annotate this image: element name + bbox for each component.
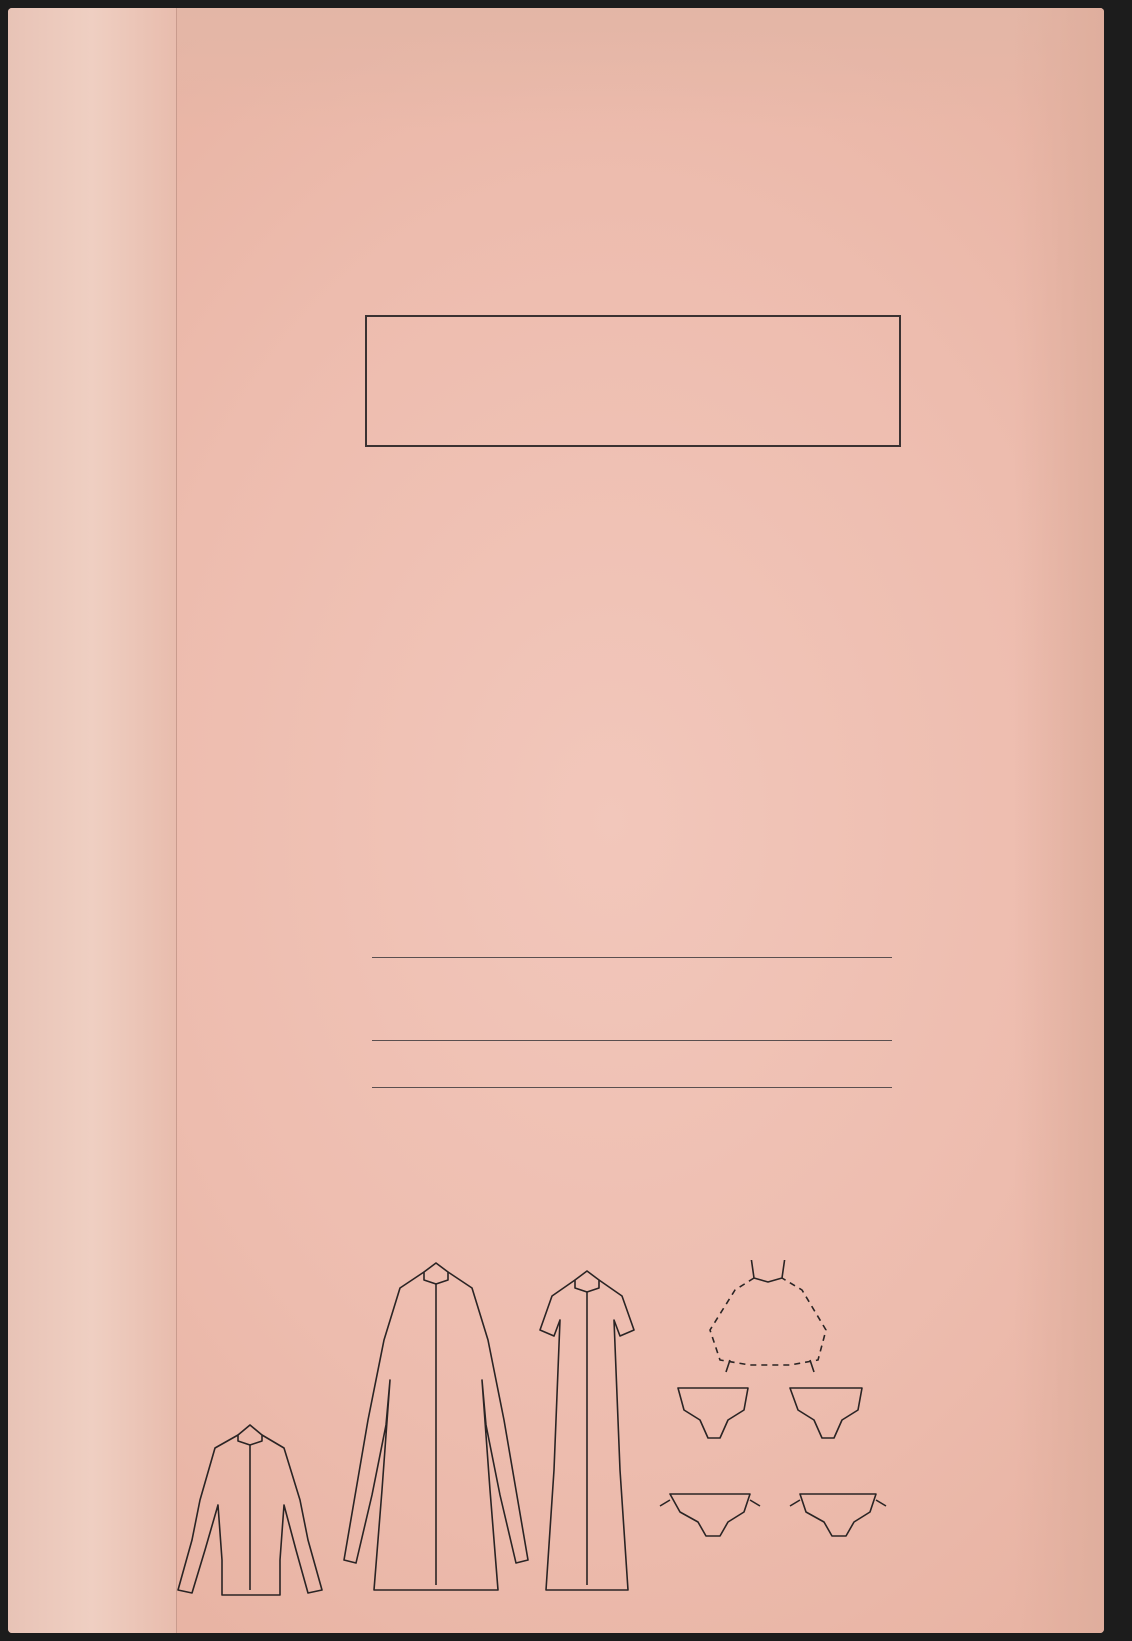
sketch-cover-up-c (540, 1271, 634, 1590)
sketch-swimsuit-bra (710, 1260, 826, 1372)
garment-sketches (150, 1260, 950, 1630)
divider (372, 1040, 892, 1041)
envelope-top-flap (158, 8, 1104, 128)
sketch-swimsuit-briefs-bows (660, 1494, 886, 1536)
pattern-header (372, 117, 892, 134)
envelope-right-edge (1014, 8, 1104, 1633)
divider (372, 957, 892, 958)
divider (372, 1087, 892, 1088)
sketch-cover-up-a (178, 1425, 322, 1595)
sketch-swimsuit-briefs-front (678, 1388, 862, 1438)
body-measurements-box (365, 315, 901, 447)
sketch-cover-up-b (344, 1263, 528, 1590)
